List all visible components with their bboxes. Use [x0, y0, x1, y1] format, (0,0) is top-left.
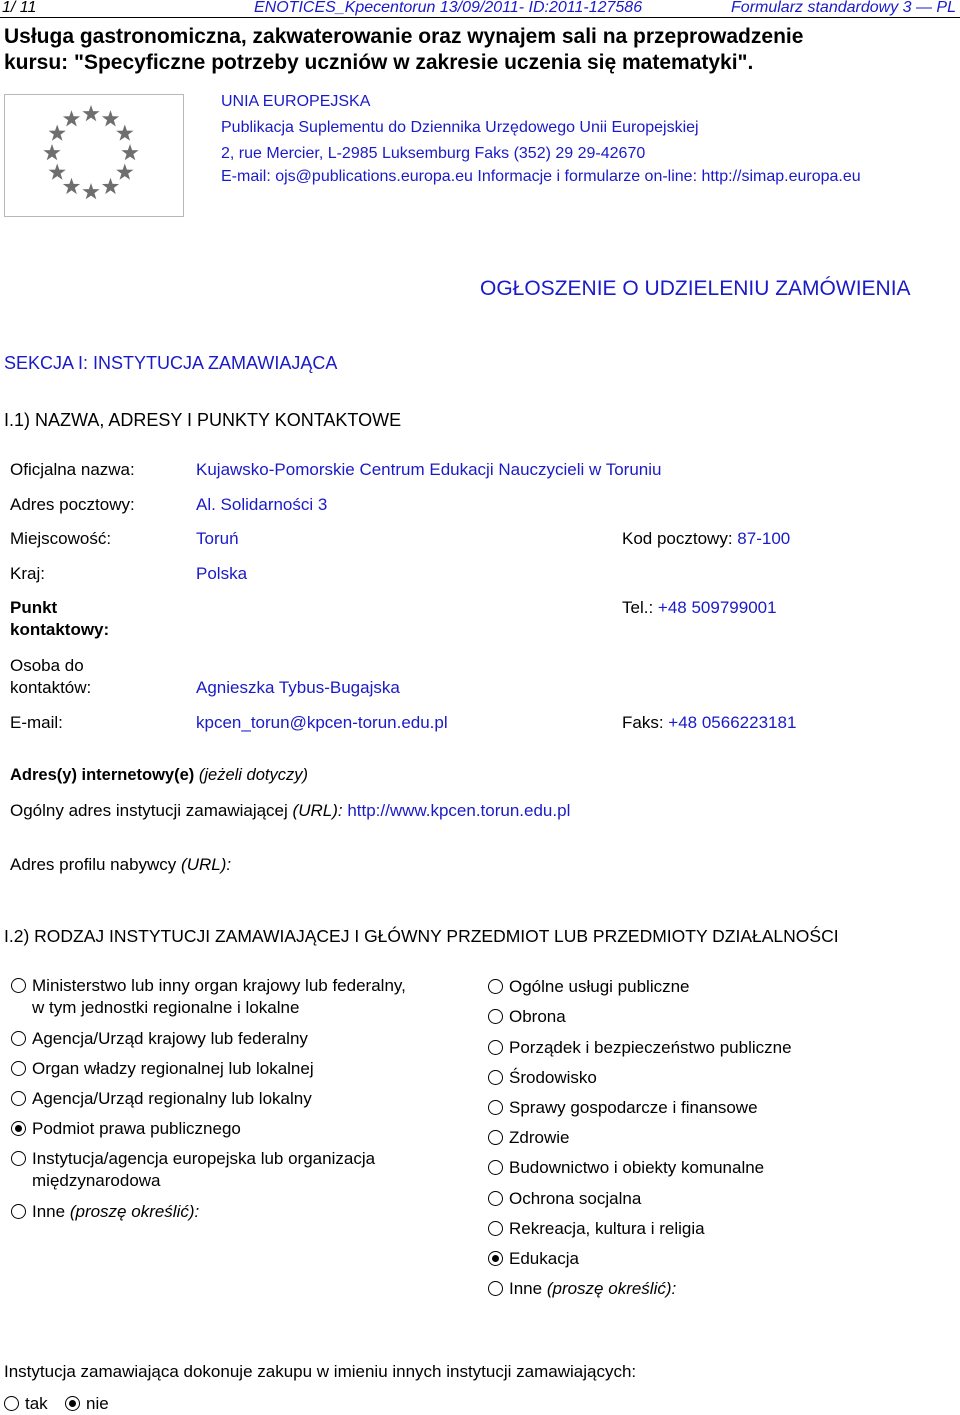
- authority-option-ministry[interactable]: Ministerstwo lub inny organ krajowy lub federalny, w tym jednostki regionalne i lokalne: [11, 975, 406, 1019]
- email-value: kpcen_torun@kpcen-torun.edu.pl: [196, 713, 448, 732]
- notice-reference: ENOTICES_Kpecentorun 13/09/2011- ID:2011-127586: [254, 0, 643, 16]
- running-header: [0, 0, 960, 19]
- activity-option-other[interactable]: Inne (proszę określić):: [488, 1278, 676, 1300]
- internet-heading: Adres(y) internetowy(e) (jeżeli dotyczy): [10, 766, 308, 784]
- activity-option-education[interactable]: Edukacja: [488, 1248, 579, 1270]
- radio-selected-icon[interactable]: [11, 1121, 26, 1136]
- radio-icon[interactable]: [488, 1009, 503, 1024]
- authority-option-european-institution[interactable]: Instytucja/agencja europejska lub organizacja międzynarodowa: [11, 1148, 375, 1192]
- radio-selected-icon[interactable]: [65, 1396, 80, 1411]
- authority-option-regional-authority[interactable]: Organ władzy regionalnej lub lokalnej: [11, 1058, 314, 1080]
- activity-option-health[interactable]: Zdrowie: [488, 1127, 569, 1149]
- town-value: Toruń: [196, 529, 239, 548]
- radio-icon[interactable]: [11, 978, 26, 993]
- postal-code-field: [622, 529, 790, 549]
- postal-code-value: 87-100: [737, 529, 791, 548]
- radio-icon[interactable]: [488, 1130, 503, 1145]
- authority-option-regional-agency[interactable]: Agencja/Urząd regionalny lub lokalny: [11, 1088, 312, 1110]
- radio-icon[interactable]: [488, 1070, 503, 1085]
- document-title: [4, 24, 803, 76]
- contact-person-label: Osoba do kontaktów:: [10, 656, 92, 697]
- radio-selected-icon[interactable]: [488, 1251, 503, 1266]
- tel-value: +48 509799001: [657, 598, 777, 617]
- fax-field: [622, 713, 796, 733]
- publisher-name: UNIA EUROPEJSKA: [221, 93, 371, 110]
- subsection-title-1-1: I.1) NAZWA, ADRESY I PUNKTY KONTAKTOWE: [4, 410, 402, 430]
- fax-label: Faks:: [622, 713, 664, 732]
- official-name-value: Kujawsko-Pomorskie Centrum Edukacji Nauczycieli w Toruniu: [196, 460, 662, 479]
- radio-icon[interactable]: [488, 1191, 503, 1206]
- contact-person-value: Agnieszka Tybus-Bugajska: [196, 678, 400, 697]
- contact-point-label: Punkt kontaktowy:: [10, 598, 110, 639]
- postal-address-label: Adres pocztowy:: [10, 495, 135, 514]
- buyer-profile-row: Adres profilu nabywcy (URL):: [10, 855, 232, 874]
- document-title-line-2: kursu: "Specyficzne potrzeby uczniów w zakresie uczenia się matematyki".: [4, 51, 754, 74]
- document-title-line-1: Usługa gastronomiczna, zakwaterowanie oraz wynajem sali na przeprowadzenie: [4, 25, 804, 48]
- radio-icon[interactable]: [488, 1160, 503, 1175]
- eu-stars-icon: [5, 95, 183, 216]
- publisher-line-1: Publikacja Suplementu do Dziennika Urzędowego Unii Europejskiej: [221, 119, 699, 136]
- general-address-link[interactable]: http://www.kpcen.torun.edu.pl: [347, 801, 571, 820]
- activity-option-defence[interactable]: Obrona: [488, 1006, 566, 1028]
- postal-code-label: Kod pocztowy:: [622, 529, 733, 548]
- eu-flag-logo: [4, 94, 184, 217]
- official-name-label: Oficjalna nazwa:: [10, 460, 135, 479]
- radio-icon[interactable]: [11, 1151, 26, 1166]
- country-value: Polska: [196, 564, 248, 583]
- page-number: 1/ 11: [2, 0, 37, 16]
- activity-option-social-protection[interactable]: Ochrona socjalna: [488, 1188, 641, 1210]
- radio-icon[interactable]: [488, 1221, 503, 1236]
- activity-option-economic-affairs[interactable]: Sprawy gospodarcze i finansowe: [488, 1097, 758, 1119]
- authority-option-public-law-body[interactable]: Podmiot prawa publicznego: [11, 1118, 241, 1140]
- publisher-line-3: E-mail: ojs@publications.europa.eu Informacje i formularze on-line: http://simap.europa.eu: [221, 168, 861, 185]
- behalf-option-yes[interactable]: tak: [4, 1393, 48, 1415]
- town-label: Miejscowość:: [10, 529, 112, 548]
- behalf-question: Instytucja zamawiająca dokonuje zakupu w imieniu innych instytucji zamawiających:: [4, 1362, 637, 1381]
- activity-option-housing[interactable]: Budownictwo i obiekty komunalne: [488, 1157, 764, 1179]
- publisher-line-2: 2, rue Mercier, L-2985 Luksemburg Faks (352) 29 29-42670: [221, 145, 646, 162]
- radio-icon[interactable]: [11, 1204, 26, 1219]
- subsection-title-1-2: I.2) RODZAJ INSTYTUCJI ZAMAWIAJĄCEJ I GŁÓWNY PRZEDMIOT LUB PRZEDMIOTY DZIAŁALNOŚCI: [4, 926, 839, 946]
- country-label: Kraj:: [10, 564, 45, 583]
- activity-option-general-public-services[interactable]: Ogólne usługi publiczne: [488, 976, 690, 998]
- authority-option-other[interactable]: Inne (proszę określić):: [11, 1201, 199, 1223]
- email-label: E-mail:: [10, 713, 63, 732]
- fax-value: +48 0566223181: [668, 713, 797, 732]
- authority-option-national-agency[interactable]: Agencja/Urząd krajowy lub federalny: [11, 1028, 308, 1050]
- radio-icon[interactable]: [11, 1061, 26, 1076]
- radio-icon[interactable]: [488, 1040, 503, 1055]
- activity-option-environment[interactable]: Środowisko: [488, 1067, 597, 1089]
- radio-icon[interactable]: [11, 1031, 26, 1046]
- tel-label: Tel.:: [622, 598, 654, 617]
- activity-option-public-order[interactable]: Porządek i bezpieczeństwo publiczne: [488, 1037, 792, 1059]
- postal-address-value: Al. Solidarności 3: [196, 495, 328, 514]
- activity-option-recreation[interactable]: Rekreacja, kultura i religia: [488, 1218, 705, 1240]
- notice-title: OGŁOSZENIE O UDZIELENIU ZAMÓWIENIA: [480, 277, 911, 300]
- radio-icon[interactable]: [11, 1091, 26, 1106]
- section-title: SEKCJA I: INSTYTUCJA ZAMAWIAJĄCA: [4, 353, 338, 373]
- radio-icon[interactable]: [488, 1281, 503, 1296]
- header-rule: [0, 17, 960, 18]
- radio-icon[interactable]: [4, 1396, 19, 1411]
- form-name: Formularz standardowy 3 — PL: [731, 0, 956, 16]
- radio-icon[interactable]: [488, 979, 503, 994]
- behalf-option-no[interactable]: nie: [65, 1393, 109, 1415]
- general-address-row: Ogólny adres instytucji zamawiającej (URL): http://www.kpcen.torun.edu.pl: [10, 801, 571, 820]
- radio-icon[interactable]: [488, 1100, 503, 1115]
- tel-field: [622, 598, 777, 618]
